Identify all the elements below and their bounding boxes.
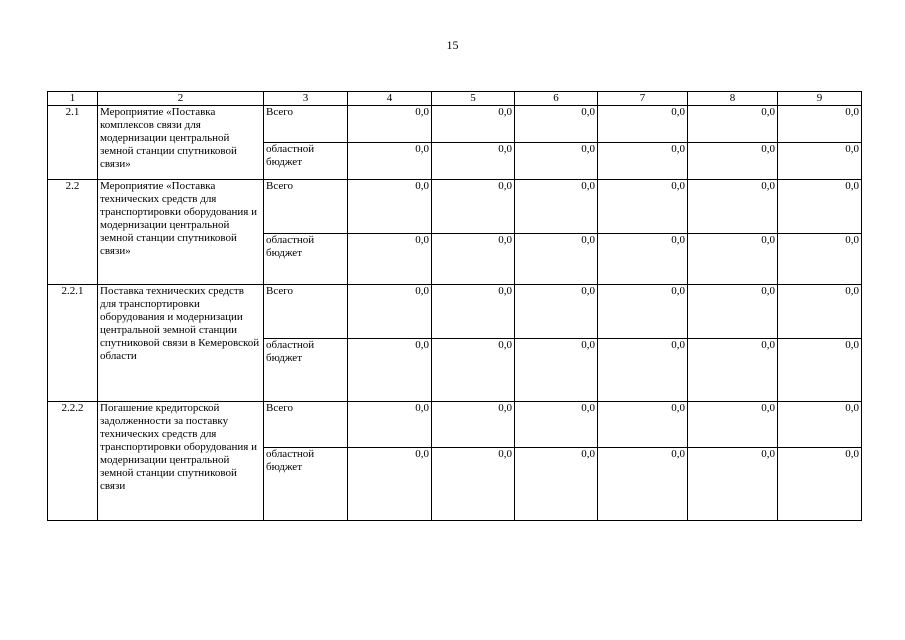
value-cell: 0,0 xyxy=(515,106,598,143)
funding-source: Всего xyxy=(264,106,348,143)
value-cell: 0,0 xyxy=(778,143,862,180)
value-cell: 0,0 xyxy=(432,143,515,180)
column-header: 8 xyxy=(688,92,778,106)
page-number: 15 xyxy=(446,38,459,52)
value-cell: 0,0 xyxy=(515,448,598,521)
row-number: 2.2.2 xyxy=(48,402,98,521)
value-cell: 0,0 xyxy=(778,106,862,143)
value-cell: 0,0 xyxy=(688,143,778,180)
value-cell: 0,0 xyxy=(598,339,688,402)
value-cell: 0,0 xyxy=(515,339,598,402)
column-header: 7 xyxy=(598,92,688,106)
value-cell: 0,0 xyxy=(348,106,432,143)
value-cell: 0,0 xyxy=(515,180,598,234)
column-header: 9 xyxy=(778,92,862,106)
value-cell: 0,0 xyxy=(348,402,432,448)
funding-source: областной бюджет xyxy=(264,339,348,402)
value-cell: 0,0 xyxy=(598,234,688,285)
value-cell: 0,0 xyxy=(432,448,515,521)
value-cell: 0,0 xyxy=(432,339,515,402)
value-cell: 0,0 xyxy=(778,402,862,448)
value-cell: 0,0 xyxy=(688,180,778,234)
row-description: Мероприятие «Поставка комплексов связи для модернизации центральной земной станции спутниковой связи» xyxy=(98,106,264,180)
header-row xyxy=(48,92,862,106)
value-cell: 0,0 xyxy=(432,180,515,234)
value-cell: 0,0 xyxy=(688,106,778,143)
table-row xyxy=(48,285,862,339)
value-cell: 0,0 xyxy=(778,285,862,339)
value-cell: 0,0 xyxy=(778,448,862,521)
column-header: 1 xyxy=(48,92,98,106)
funding-source: областной бюджет xyxy=(264,234,348,285)
table-row xyxy=(48,180,862,234)
column-header: 3 xyxy=(264,92,348,106)
value-cell: 0,0 xyxy=(348,234,432,285)
funding-source: Всего xyxy=(264,285,348,339)
value-cell: 0,0 xyxy=(778,234,862,285)
value-cell: 0,0 xyxy=(598,402,688,448)
value-cell: 0,0 xyxy=(348,339,432,402)
budget-table xyxy=(47,91,862,521)
table-row xyxy=(48,106,862,143)
value-cell: 0,0 xyxy=(515,143,598,180)
value-cell: 0,0 xyxy=(348,448,432,521)
value-cell: 0,0 xyxy=(778,180,862,234)
value-cell: 0,0 xyxy=(515,285,598,339)
value-cell: 0,0 xyxy=(515,234,598,285)
funding-source: областной бюджет xyxy=(264,448,348,521)
row-description: Поставка технических средств для транспортировки оборудования и модернизации центральной земной станции спутниковой связи в Кемеровской области xyxy=(98,285,264,402)
value-cell: 0,0 xyxy=(598,180,688,234)
value-cell: 0,0 xyxy=(515,402,598,448)
value-cell: 0,0 xyxy=(348,143,432,180)
value-cell: 0,0 xyxy=(432,106,515,143)
value-cell: 0,0 xyxy=(432,285,515,339)
funding-source: Всего xyxy=(264,180,348,234)
value-cell: 0,0 xyxy=(688,402,778,448)
value-cell: 0,0 xyxy=(598,285,688,339)
funding-source: Всего xyxy=(264,402,348,448)
value-cell: 0,0 xyxy=(778,339,862,402)
value-cell: 0,0 xyxy=(598,106,688,143)
value-cell: 0,0 xyxy=(348,285,432,339)
table-row xyxy=(48,402,862,448)
column-header: 2 xyxy=(98,92,264,106)
column-header: 6 xyxy=(515,92,598,106)
value-cell: 0,0 xyxy=(688,234,778,285)
row-description: Погашение кредиторской задолженности за поставку технических средств для транспортировки оборудования и модернизации центральной земной станции спутниковой связи xyxy=(98,402,264,521)
row-number: 2.2.1 xyxy=(48,285,98,402)
column-header: 4 xyxy=(348,92,432,106)
funding-source: областной бюджет xyxy=(264,143,348,180)
value-cell: 0,0 xyxy=(348,180,432,234)
value-cell: 0,0 xyxy=(598,143,688,180)
value-cell: 0,0 xyxy=(688,339,778,402)
value-cell: 0,0 xyxy=(688,285,778,339)
row-number: 2.1 xyxy=(48,106,98,180)
row-number: 2.2 xyxy=(48,180,98,285)
value-cell: 0,0 xyxy=(432,402,515,448)
value-cell: 0,0 xyxy=(598,448,688,521)
value-cell: 0,0 xyxy=(688,448,778,521)
value-cell: 0,0 xyxy=(432,234,515,285)
row-description: Мероприятие «Поставка технических средств для транспортировки оборудования и модернизации центральной земной станции спутниковой связи» xyxy=(98,180,264,285)
column-header: 5 xyxy=(432,92,515,106)
